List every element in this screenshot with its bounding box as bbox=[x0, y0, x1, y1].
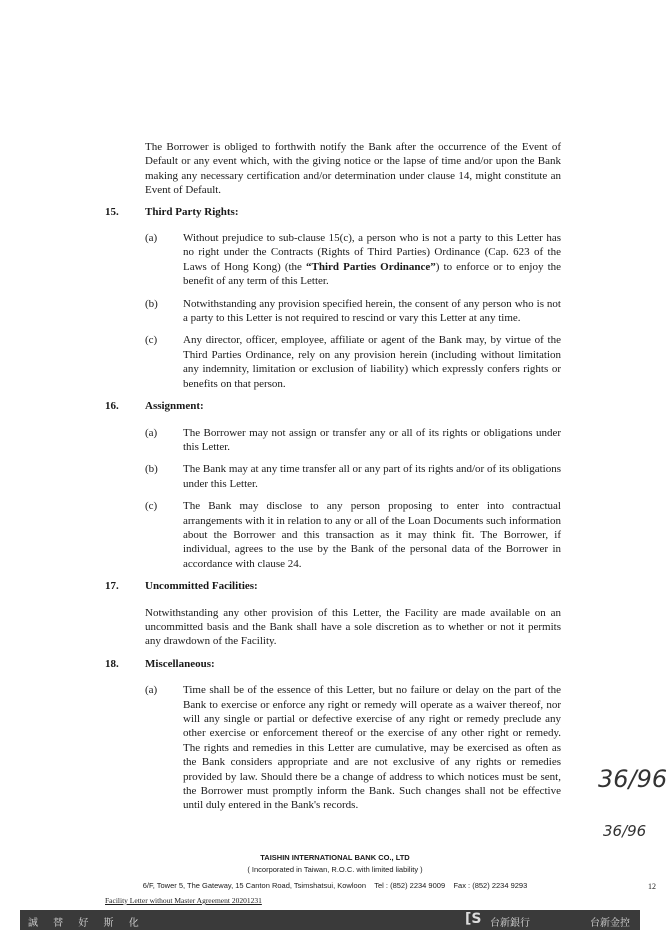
clause-16c bbox=[145, 499, 561, 571]
clause-16c-label: (c) bbox=[145, 500, 158, 513]
handwritten-page-mark-small: 36/96 bbox=[603, 822, 647, 840]
document-body bbox=[105, 140, 561, 821]
clause-15a-label: (a) bbox=[145, 232, 158, 245]
clause-16a bbox=[145, 426, 561, 455]
footer-address-line bbox=[0, 881, 670, 891]
clause-16a-label: (a) bbox=[145, 426, 158, 439]
clause-15a-text bbox=[183, 231, 561, 289]
defined-term: “Third Parties Ordinance” bbox=[306, 260, 436, 273]
clause-18-title: Miscellaneous: bbox=[145, 657, 215, 670]
clause-15-number: 15. bbox=[105, 205, 119, 218]
clause-16b-label: (b) bbox=[145, 463, 158, 476]
clause-17-number: 17. bbox=[105, 580, 119, 593]
clause-16-title: Assignment: bbox=[145, 400, 204, 413]
handwritten-page-mark: 36/96 bbox=[598, 765, 668, 793]
clause-15b-text: Notwithstanding any provision specified herein, the consent of any person who is not a party to this Letter is not required to rescind or vary this Letter at any time. bbox=[183, 297, 561, 325]
document-reference: Facility Letter without Master Agreement 20201231 bbox=[105, 896, 262, 905]
bank-logo-icon: [S bbox=[465, 911, 482, 927]
clause-15c-text: Any director, officer, employee, affiliate or agent of the Bank may, by virtue of the Third Parties Ordinance, rely on any provision herein (including without limitation any indemnity, limitation or exclusion of liability) which expressly confers rights or benefits on that person. bbox=[183, 334, 561, 390]
letterhead-band bbox=[20, 910, 640, 930]
clause-17-text: Notwithstanding any other provision of this Letter, the Facility are made available on an uncommitted basis and the Bank shall have a sole discretion as to whether or not it permits any drawdown of the Facility. bbox=[145, 606, 561, 648]
clause-16b bbox=[145, 462, 561, 491]
clause-15c bbox=[145, 333, 561, 391]
clause-15a bbox=[145, 231, 561, 289]
clause-16a-text: The Borrower may not assign or transfer any or all of its rights or obligations under this Letter. bbox=[183, 426, 561, 453]
clause-15b bbox=[145, 297, 561, 326]
intro-paragraph: The Borrower is obliged to forthwith notify the Bank after the occurrence of the Event of Default or any event which, with the giving notice or the lapse of time and/or upon the Bank making any necessary certification and/or determination under clause 14, might constitute an Event of Default. bbox=[145, 141, 561, 197]
clause-15-title: Third Party Rights: bbox=[145, 205, 239, 218]
clause-17-title: Uncommitted Facilities: bbox=[145, 580, 258, 593]
clause-15c-label: (c) bbox=[145, 334, 158, 347]
band-group-name: 台新金控 bbox=[590, 918, 630, 929]
footer-tel: Tel : (852) 2234 9009 bbox=[374, 881, 446, 890]
clause-18a bbox=[145, 683, 561, 813]
clause-15a-text-part: Without prejudice to sub-clause 15(c), a person who is not a party to this Letter has no right under the Contracts (Rights of Third Parties) Ordinance (Cap. 623 of the Laws of Hong Kong) (the bbox=[183, 232, 561, 273]
footer-incorporated: ( Incorporated in Taiwan, R.O.C. with limited liability ) bbox=[247, 865, 423, 874]
clause-15-heading bbox=[105, 205, 561, 219]
footer-fax: Fax : (852) 2234 9293 bbox=[453, 881, 528, 890]
clause-16-number: 16. bbox=[105, 400, 119, 413]
page-number: 12 bbox=[648, 882, 656, 891]
clause-15b-label: (b) bbox=[145, 297, 158, 310]
clause-16b-text: The Bank may at any time transfer all or any part of its rights and/or of its obligations under this Letter. bbox=[183, 463, 561, 490]
clause-18-heading bbox=[105, 657, 561, 671]
clause-18a-label: (a) bbox=[145, 684, 158, 697]
band-slogan: 誠 替 好 斯 化 bbox=[28, 918, 145, 929]
clause-18a-text: Time shall be of the essence of this Letter, but no failure or delay on the part of the Bank to exercise or enforce any right or remedy will operate as a waiver thereof, nor will any single or partial or defective exercise of any right or remedy preclude any other exercise or enforcement thereof or the exercise of any other right or remedy. The rights and remedies in this Letter are cumulative, may be exercised as often as the Bank considers appropriate and are not exclusive of any rights or remedies provided by law. Should there be a change of address to which notices must be sent, the Borrower must promptly inform the Bank. Such changes shall not be effective until duly entered in the Bank's records. bbox=[183, 684, 561, 812]
clause-18-number: 18. bbox=[105, 657, 119, 670]
footer-address: 6/F, Tower 5, The Gateway, 15 Canton Road, Tsimshatsui, Kowloon bbox=[142, 881, 367, 890]
band-bank-name: 台新銀行 bbox=[490, 918, 530, 929]
footer-company: TAISHIN INTERNATIONAL BANK CO., LTD bbox=[260, 853, 410, 862]
clause-16-heading bbox=[105, 399, 561, 413]
clause-16c-text: The Bank may disclose to any person proposing to enter into contractual arrangements with it in relation to any or all of the Loan Documents such information about the Borrower and this transaction as it may think fit. The Borrower, if individual, agrees to the use by the Bank of the personal data of the Borrower in accordance with clause 24. bbox=[183, 500, 561, 570]
clause-15a-text-part: ) to enforce or to enjoy the benefit of any term of this Letter. bbox=[183, 260, 562, 288]
clause-17-heading bbox=[105, 579, 561, 593]
